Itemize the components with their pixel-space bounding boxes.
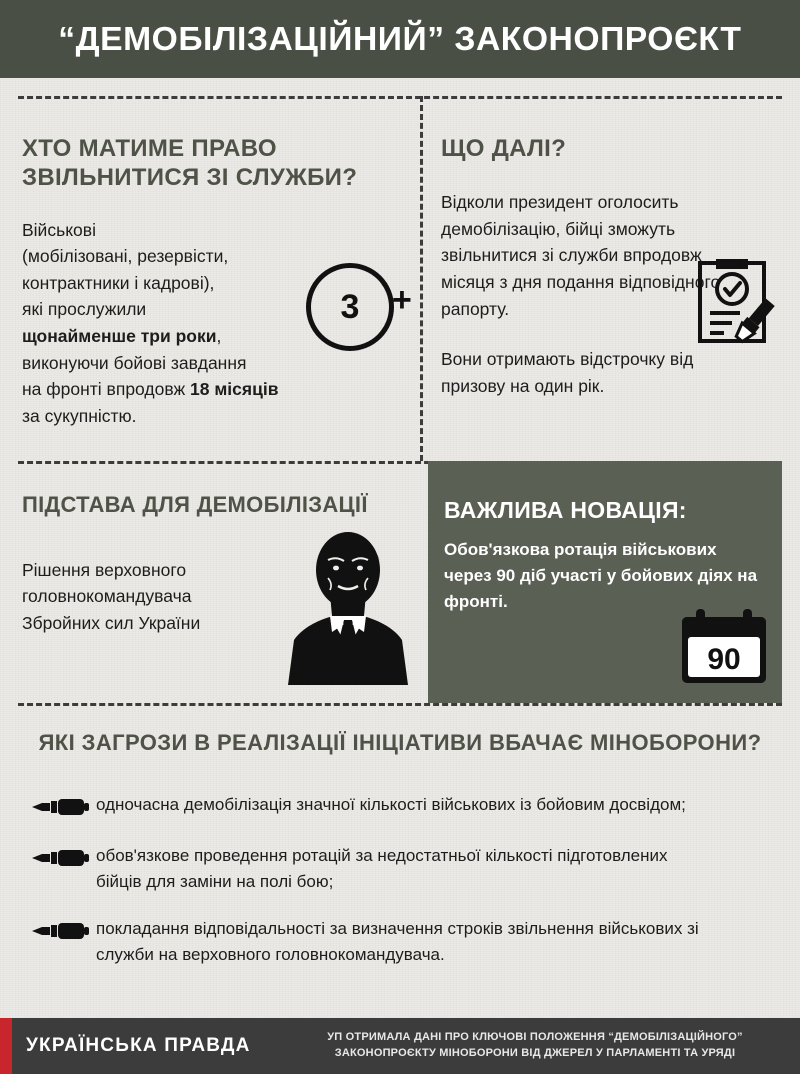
section-next-paragraph-2: Вони отримають відстрочку від призову на один рік. xyxy=(441,349,694,396)
who-bold-2: 18 місяців xyxy=(190,379,279,400)
calendar-90-icon xyxy=(676,609,772,691)
who-line-8: за сукупністю. xyxy=(22,405,137,426)
footer-bar xyxy=(0,1018,800,1074)
threat-item-text: обов'язкове проведення ротацій за недостатньої кількості підготовлених бійців для заміни на полі бою; xyxy=(96,846,668,891)
threat-item-text: покладання відповідальності за визначення строків звільнення військових зі служби на верховного головнокомандувача. xyxy=(96,919,699,964)
section-who-title: ХТО МАТИМЕ ПРАВО ЗВІЛЬНИТИСЯ ЗІ СЛУЖБИ? xyxy=(22,135,358,192)
list-item xyxy=(30,916,770,967)
section-novation-panel xyxy=(428,461,782,703)
footer-note-line-2: ЗАКОНОПРОЄКТУ МІНОБОРОНИ ВІД ДЖЕРЕЛ У ПАРЛАМЕНТІ ТА УРЯДІ xyxy=(334,1047,736,1059)
section-threats-title: ЯКІ ЗАГРОЗИ В РЕАЛІЗАЦІЇ ІНІЦІАТИВИ ВБАЧАЄ МІНОБОРОНИ? xyxy=(38,730,762,755)
pen-bullet-icon xyxy=(30,843,96,872)
list-item xyxy=(30,843,770,894)
badge-number: 3 xyxy=(340,287,360,326)
section-basis-title: ПІДСТАВА ДЛЯ ДЕМОБІЛІЗАЦІЇ xyxy=(22,492,368,517)
section-next-paragraph-1: Відколи президент оголосить демобілізацію, бійці зможуть звільнитися зі служби впродовж місяця з дня подання відповідного рапорту. xyxy=(441,192,721,319)
who-line-4: які прослужили xyxy=(22,299,147,320)
divider-lower xyxy=(18,703,782,706)
who-line-1: Військові xyxy=(22,219,96,240)
footer-note xyxy=(286,1030,800,1062)
section-next-title: ЩО ДАЛІ? xyxy=(441,135,567,162)
who-line-7: на фронті впродовж xyxy=(22,379,191,400)
footer-note-line-1: УП ОТРИМАЛА ДАНІ ПРО КЛЮЧОВІ ПОЛОЖЕННЯ “ДЕМОБІЛІЗАЦІЙНОГО” xyxy=(327,1031,743,1044)
header-bar xyxy=(0,0,800,78)
section-novation-title: ВАЖЛИВА НОВАЦІЯ: xyxy=(444,497,687,523)
section-basis-paragraph: Рішення верховного головнокомандувача Збройних сил України xyxy=(22,559,201,634)
badge-plus-icon: + xyxy=(392,281,412,319)
pen-bullet-icon xyxy=(30,792,96,821)
section-novation-paragraph: Обов'язкова ротація військових через 90 діб участі у бойових діях на фронті. xyxy=(444,540,758,611)
who-line-5: , xyxy=(216,325,222,346)
brand-logo-text: УКРАЇНСЬКА ПРАВДА xyxy=(26,1035,251,1056)
signed-document-icon xyxy=(694,259,784,351)
divider-vertical-upper xyxy=(420,96,423,461)
divider-top xyxy=(18,96,782,99)
commander-in-chief-portrait xyxy=(258,520,428,685)
list-item xyxy=(30,792,770,821)
threat-item-text: одночасна демобілізація значної кількості військових із бойовим досвідом; xyxy=(96,795,686,814)
pen-bullet-icon xyxy=(30,916,96,945)
calendar-number: 90 xyxy=(707,643,741,676)
brand-logo[interactable] xyxy=(0,1018,286,1074)
who-line-6: виконуючи бойові завдання xyxy=(22,352,247,373)
who-line-2: (мобілізовані, резервісти, xyxy=(22,246,229,267)
section-who-text xyxy=(22,217,322,430)
three-plus-years-badge-icon xyxy=(306,263,394,351)
section-threats xyxy=(30,730,770,989)
page-title: “ДЕМОБІЛІЗАЦІЙНИЙ” ЗАКОНОПРОЄКТ xyxy=(58,20,742,57)
who-bold-1: щонайменше три роки xyxy=(22,325,217,346)
who-line-3: контрактники і кадрові), xyxy=(22,272,215,293)
